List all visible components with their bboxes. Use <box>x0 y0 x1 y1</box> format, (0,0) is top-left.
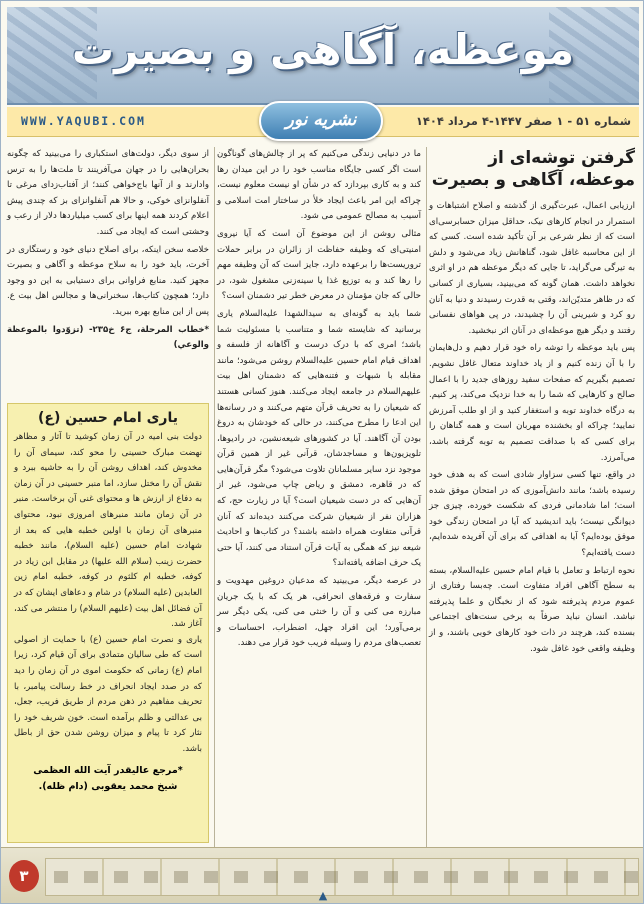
article-paragraph: شما باید به گونه‌ای به سیدالشهدا علیه‌السلام یاری برسانید که شایسته شما و متناسب با مسئولیت شما باشد؛ امری که با درک درست و آگاهانه از فلسفه و اهداف قیام امام حسین علیه‌السلام روشن می‌شود؛ مانند مقابله با شبهات و فتنه‌هایی که دشمنان اهل بیت علیهم‌السلام در جامعه ایجاد می‌کنند. هنوز کسانی هستند که شیعیان را به تحریف قرآن متهم می‌کنند و در رسانه‌ها این ادعا را مطرح می‌کنند، در حالی که خودشان به دروغ بودن آن آگاهند. آیا در کشورهای شیعه‌نشین، در رادیوها، تلویزیون‌ها و مساجدشان، قرآنی غیر از همین قرآن موجود نزد سایر مسلمانان تلاوت می‌شود؟ مگر قرآن‌هایی که در قاهره، دمشق و ریاض چاپ می‌شود، غیر از آن‌هایی که در دست شیعیان است؟ آیا در زیارت حج، که هزاران نفر از شیعیان شرکت می‌کنند دیده‌اند که آنان قرآنی متفاوت همراه داشته باشند؟ در کتاب‌ها و احادیث شیعه نیز که همگی به آیات قرآن استناد می کنند، آیا حتی یک حرف اضافه یافته‌اند؟ <box>217 308 421 569</box>
box-authority <box>14 763 202 795</box>
box-paragraph: دولت بنی امیه در آن زمان کوشید تا آثار و مظاهر نهضت مبارک حسینی را محو کند، سیمای آن را مخدوش کند، اهداف روشن آن را به حاشیه ببرد و نقش آن را مختل سازد، اما منبر حسینی در آن زمان به دفاع از ارزش ها و محتوای غنی آن برخاست. منبر در آن زمان مانند منبرهای امروزی نبود، محتوای منبرهای آن زمان با اولین خطبه هایی که بعد از شهادت امام حسین (علیه السلام)، مانند خطبه حضرت زینب (سلام الله علیها) در مقابل ابن زیاد در کوفه، خطبه ام کلثوم در کوفه، خطبه امام زین العابدین (علیه السلام) در شام و دعاهای ایشان که در آن فضائل اهل بیت (علیهم السلام) را منتشر می کند، آغاز شد. <box>14 432 202 630</box>
footer-calligraphy-strip <box>45 858 639 896</box>
column-divider <box>214 147 215 847</box>
article-paragraph: ما در دنیایی زندگی می‌کنیم که پر از چالش‌های گوناگون است اگر کسی جایگاه مناسب خود را در این میدان رها کند و به کاری بپردازد که در شأن او نیست معلوم نیست، چراکه این امر باعث ایجاد خلأ در ساختار امت اسلامی و آسیب به مصالح عمومی می شود. <box>217 149 421 222</box>
masthead-title: موعظه، آگاهی و بصیرت <box>71 25 575 74</box>
article-column-right <box>429 143 635 659</box>
article-headline: گرفتن توشه‌ای از موعظه، آگاهی و بصیرت <box>431 148 635 190</box>
authority-line: شیخ محمد یعقوبی (دام ظله). <box>38 781 178 793</box>
article-column-middle <box>217 147 421 654</box>
authority-line: *مرجع عالیقدر آیت الله العظمی <box>33 765 183 777</box>
issue-info: شماره ۵۱ - ۱ صفر ۱۴۴۷-۴ مرداد ۱۴۰۴ <box>415 114 631 128</box>
chevron-up-icon[interactable]: ▲ <box>318 889 328 902</box>
article-paragraph: خلاصه سخن اینکه، برای اصلاح دنیای خود و رستگاری در آخرت، باید خود را به سلاح موعظه و آگاهی و بصیرت مجهز کنید. منابع فراوانی برای دستیابی به این دو وجود دارد؛ همچون کتاب‌ها، سخنرانی‌ها و مجالس اهل بیت ع. پس از این منابع بهره ببرید. <box>7 244 209 317</box>
newsletter-logo: نشریه نور <box>259 101 383 141</box>
article-paragraph: نحوه ارتباط و تعامل با قیام امام حسین علیه‌السلام، بسته به سطح آگاهی افراد متفاوت است. چه‌بسا رفتاری از عموم مردم پذیرفته شود که از نخبگان و علما پذیرفته نباشد. انسان نباید صرفاً به برخی سنت‌های اجتماعی بسنده کند، هرچند در ذات خود کارهای خوبی باشند، و از وظیفه واقعی خود غافل شود. <box>429 565 635 654</box>
column-divider <box>426 147 427 847</box>
article-paragraph: ارزیابی اعمال، عبرت‌گیری از گذشته و اصلاح اشتباهات و استمرار در انجام کارهای نیک، حداقل میزان حسابرسی‌ای است که از نظر شرعی بر آن تأکید شده است. کسی که از این محاسبه غافل شود، گناهانش زیاد می‌شود و دلش به تیرگی می‌گراید، تا جایی که دیگر موعظه هم در او اثری نخواهد داشت. همان گونه که می‌بینید، بسیاری از کسانی که در ظاهر متدیّن‌اند، وقتی به قدرت رسیدند و دنیا به آنان رو کرد و شیرینی آن را چشیدند، در پی هواهای نفسانی رفتند و دیگر هیچ موعظه‌ای در آنان اثر نبخشید. <box>429 201 635 336</box>
article-source: *خطاب المرحلة، ج۶ خ۲۳۵- (تزوّدوا بالموعظة والوعي) <box>7 324 210 351</box>
website-link[interactable]: WWW.YAQUBI.COM <box>21 114 146 128</box>
article-column-left <box>7 147 209 356</box>
sidebar-box <box>7 403 209 843</box>
page-number: ۳ <box>9 860 39 892</box>
article-paragraph: از سوی دیگر، دولت‌های استکباری را می‌بینید که چگونه بحران‌هایی را در جهان می‌آفرینند تا ملت‌ها را به ترس وادارند و از آنها باج‌خواهی کنند؛ از آفتاب‌زدای مرغی تا آنفلوانزای خوکی، و حالا هم آنفلوانزای بز که چندی پیش اعلام کردند همه اینها برای کسب میلیاردها دلار از رعب و وحشتی است که ایجاد می کنند. <box>7 149 209 237</box>
article-paragraph: در عرصه دیگر، می‌بینید که مدعیان دروغین مهدویت و سفارت و فرقه‌های انحرافی، هر یک که با یک جریان مبارزه می کنی و آن را خنثی می کنی، یکی دیگر سر برمی‌آورد؛ این افراد جهل، اضطراب، احساسات و تعصب‌های مردم را وسیله فریب خود قرار می دهند. <box>217 576 421 649</box>
masthead <box>7 7 639 105</box>
box-title: یاری امام حسین (ع) <box>37 410 179 426</box>
box-paragraph: یاری و نصرت امام حسین (ع) با حمایت از اصولی است که طی سالیان متمادی برای آن قیام کرد، زیرا امام (ع) زمانی که حکومت اموی در آن زمان را دید که در صدد ایجاد انحراف در خط رسالت پیامبر، با تحریف مفاهیم در ذهن مردم از طریق فریب، جعل، بی عدالتی و ظلم برآمده است. خون شریف خود را نثار کرد تا پیام و میزان روشن شدن حق از باطل باشد. <box>14 634 202 754</box>
article-paragraph: مثالی روشن از این موضوع آن است که آیا نیروی امنیتی‌ای که وظیفه حفاظت از زائران در برابر حملات تروریست‌ها را برعهده دارد، جایز است که آن وظیفه مهم را رها کند و به توزیع غذا یا سینه‌زنی مشغول شود، در حالی که جان مؤمنان در معرض خطر تیر دشمنان است؟ <box>217 228 421 302</box>
article-paragraph: پس باید موعظه را توشه راه خود قرار دهیم و دل‌هایمان را با آن زنده کنیم و از یاد خداوند متعال غافل نشویم. تصمیم بگیریم که صفحات سفید روزهای جدید را با اعمال صالح و کارهایی که شما را به خدا نزدیک می‌کند، پر کنیم. به درگاه خداوند توبه و استغفار کنید و از او طلب آمرزش نمایید؛ چراکه او بخشنده مهربان است و همه گناهان را برای کسی که با صداقت تصمیم به توبه گرفته باشد، می‌آمرزد. <box>429 343 635 463</box>
article-paragraph: در واقع، تنها کسی سزاوار شادی است که به هدف خود رسیده باشد؛ مانند دانش‌آموزی که در امتحان موفق شده است؛ اما شادمانی فردی که شکست خورده، چیزی جز دیوانگی نیست؛ باید اندیشید که آیا در امتحان زندگی خود موفق بوده‌ایم؟ آیا به اهدافی که برای آن آفریده شده‌ایم، دست یافته‌ایم؟ <box>429 470 635 559</box>
